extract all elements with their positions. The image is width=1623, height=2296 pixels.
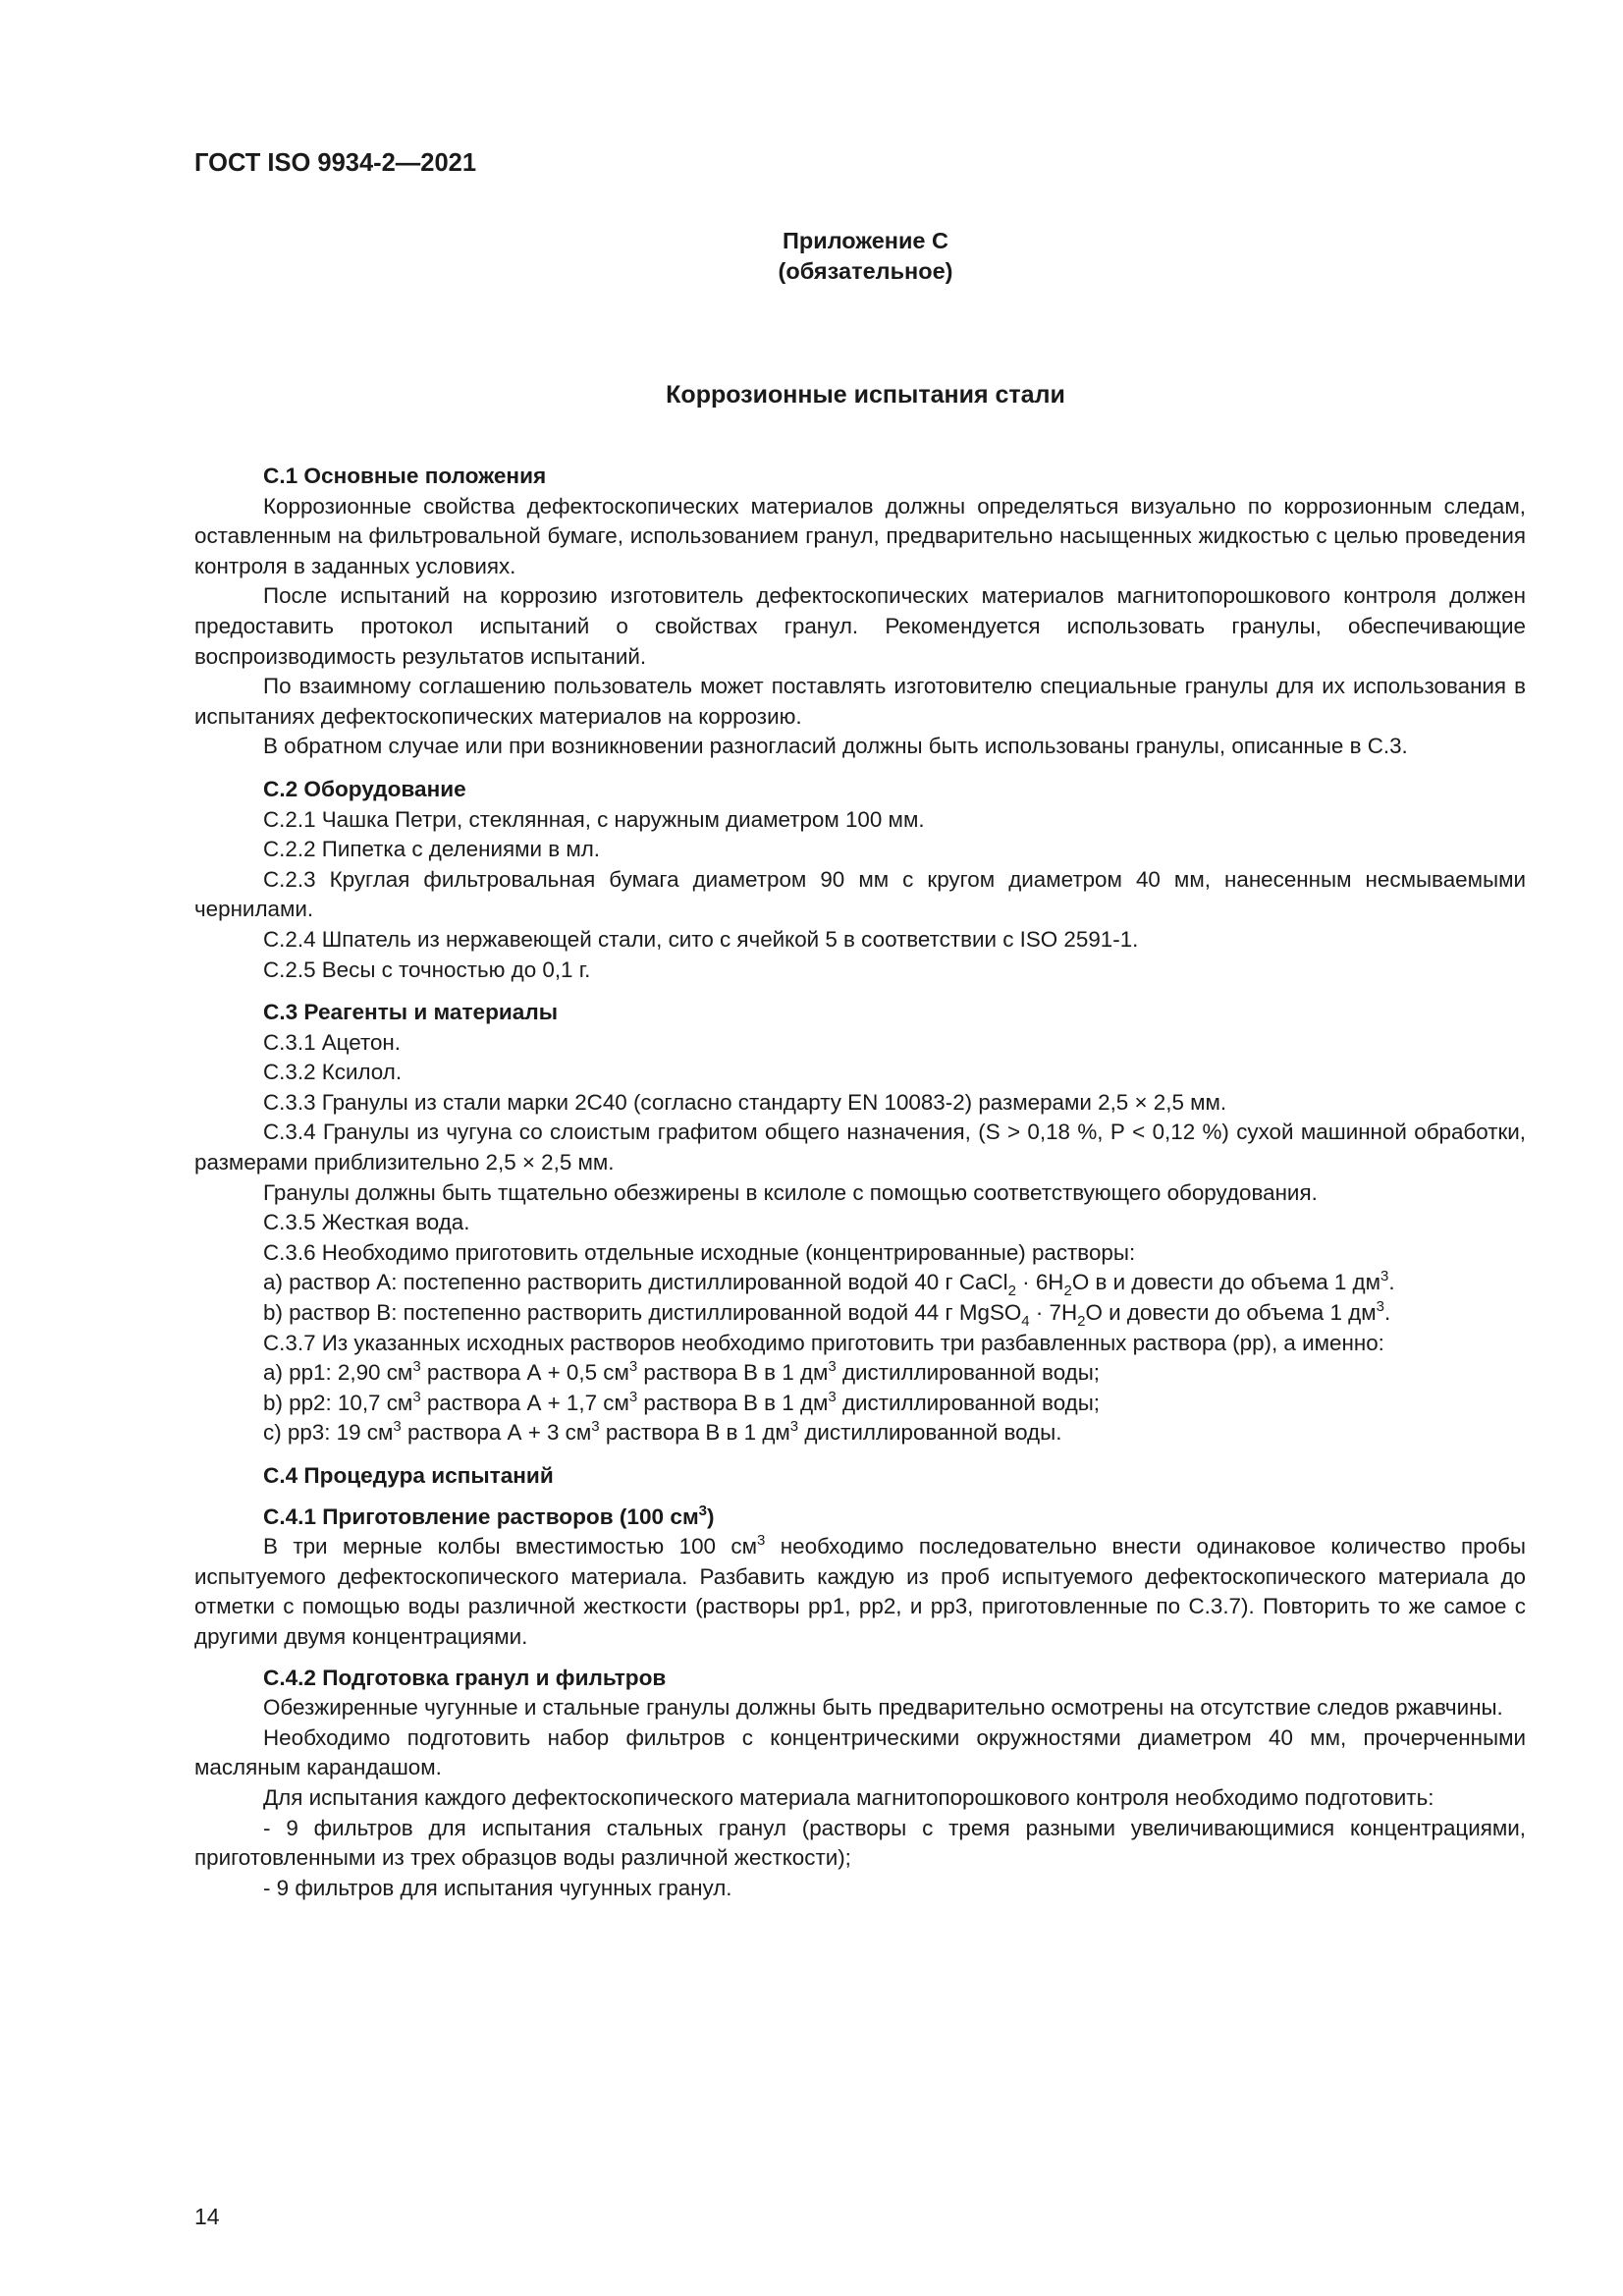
list-item: С.3.7 Из указанных исходных растворов необходимо приготовить три разбавленных раствора (рр), а именно: [263, 1330, 1384, 1355]
list-item: С.2.5 Весы с точностью до 0,1 г. [263, 957, 591, 982]
subscript: 2 [1007, 1283, 1016, 1300]
list-item: С.3.1 Ацетон. [263, 1029, 401, 1055]
paragraph: Для испытания каждого дефектоскопического материала магнитопорошкового контроля необходимо подготовить: [263, 1784, 1434, 1810]
heading-text: С.4.1 Приготовление растворов (100 см [263, 1503, 699, 1529]
superscript: 3 [1376, 1298, 1384, 1316]
superscript: 3 [828, 1358, 837, 1376]
dilution-pp2 [194, 1389, 1526, 1419]
superscript: 3 [757, 1532, 766, 1550]
text: а) рр1: 2,90 см [263, 1360, 413, 1386]
text: дистиллированной воды; [836, 1360, 1101, 1386]
section-heading-c3: С.3 Реагенты и материалы [263, 1000, 559, 1025]
document-body [194, 462, 1526, 1903]
subscript: 2 [1063, 1283, 1072, 1300]
formula-text: · 6H [1015, 1270, 1064, 1295]
list-item: С.3.2 Ксилол. [263, 1060, 403, 1085]
page-number: 14 [194, 2204, 220, 2229]
superscript: 3 [393, 1418, 402, 1436]
text: b) рр2: 10,7 см [263, 1390, 413, 1415]
section-heading-c4: С.4 Процедура испытаний [263, 1463, 554, 1488]
annex-status: (обязательное) [778, 258, 953, 284]
paragraph [194, 1532, 1526, 1652]
text: раствора А + 3 см [401, 1420, 592, 1446]
paragraph: В обратном случае или при возникновении разногласий должны быть использованы гранулы, описанные в С.3. [263, 734, 1408, 759]
list-item: С.2.1 Чашка Петри, стеклянная, с наружным диаметром 100 мм. [263, 806, 925, 832]
formula-text: O и довести до объема 1 дм [1085, 1300, 1377, 1326]
text: дистиллированной воды; [836, 1390, 1101, 1415]
superscript: 3 [789, 1418, 799, 1436]
paragraph: Обезжиренные чугунные и стальные гранулы должны быть предварительно осмотрены на отсутствие следов ржавчины. [263, 1695, 1503, 1721]
dash-list-item: - 9 фильтров для испытания чугунных гранул. [263, 1875, 732, 1900]
annex-title: Коррозионные испытания стали [666, 381, 1065, 409]
text: раствора В в 1 дм [599, 1420, 790, 1446]
formula-text: · 7H [1029, 1300, 1078, 1326]
superscript: 3 [412, 1358, 421, 1376]
subscript: 2 [1077, 1313, 1086, 1331]
superscript: 3 [628, 1388, 638, 1405]
formula-text: . [1388, 1270, 1395, 1295]
text: раствора А + 0,5 см [420, 1360, 629, 1386]
subscript: 4 [1021, 1313, 1030, 1331]
text: раствора В в 1 дм [637, 1390, 829, 1415]
superscript: 3 [828, 1388, 837, 1405]
list-item: С.2.2 Пипетка с делениями в мл. [263, 837, 601, 862]
heading-text: ) [707, 1503, 715, 1529]
paragraph: После испытаний на коррозию изготовитель дефектоскопических материалов магнитопорошкового контроля должен предоставить протокол испытаний о свойствах гранул. Рекомендуется использовать гранулы, обеспечивающие воспроизводимость результатов испытаний. [194, 583, 1526, 669]
list-item: С.3.4 Гранулы из чугуна со слоистым графитом общего назначения, (S > 0,18 %, Р < 0,12 %) сухой машинной обработки, размерами приблизительно 2,5 × 2,5 мм. [194, 1120, 1526, 1175]
solution-a [194, 1268, 1526, 1298]
text: необходимо последовательно внести одинаковое количество пробы испытуемого дефектоскопического материала. Разбавить каждую из проб испытуемого дефектоскопического материала до отметки с помощью воды различной жесткости (растворы рр1, рр2, и рр3, приготовленные по С.3.7). Повторить то же самое с другими двумя концентрациями. [194, 1534, 1526, 1649]
text: с) рр3: 19 см [263, 1420, 394, 1446]
paragraph: Необходимо подготовить набор фильтров с концентрическими окружностями диаметром 40 мм, прочерченными масляным карандашом. [194, 1724, 1526, 1780]
formula-text: b) раствор В: постепенно растворить дистиллированной водой 44 г MgSO [263, 1300, 1022, 1326]
section-heading-c2: С.2 Оборудование [263, 776, 466, 801]
formula-text: . [1383, 1300, 1391, 1326]
section-heading-c1: С.1 Основные положения [263, 464, 547, 488]
annex-label: Приложение С [783, 228, 948, 253]
paragraph: Гранулы должны быть тщательно обезжирены в ксилоле с помощью соответствующего оборудования. [263, 1179, 1318, 1205]
paragraph: Коррозионные свойства дефектоскопических материалов должны определяться визуально по коррозионным следам, оставленным на фильтровальной бумаге, использованием гранул, предварительно насыщенных жидкостью с целью проведения контроля в заданных условиях. [194, 493, 1526, 578]
superscript: 3 [628, 1358, 638, 1376]
superscript: 3 [698, 1502, 707, 1519]
annex-heading [0, 226, 1623, 287]
superscript: 3 [412, 1388, 421, 1405]
list-item: С.3.6 Необходимо приготовить отдельные исходные (концентрированные) растворы: [263, 1239, 1136, 1265]
formula-text: а) раствор А: постепенно растворить дистиллированной водой 40 г CaCl [263, 1270, 1008, 1295]
dilution-pp1 [194, 1358, 1526, 1389]
dilution-pp3 [194, 1418, 1526, 1449]
text: дистиллированной воды. [798, 1420, 1062, 1446]
solution-b [194, 1298, 1526, 1329]
list-item: С.3.3 Гранулы из стали марки 2С40 (согласно стандарту EN 10083-2) размерами 2,5 × 2,5 мм. [263, 1089, 1227, 1115]
list-item: С.2.4 Шпатель из нержавеющей стали, сито с ячейкой 5 в соответствии с ISO 2591-1. [263, 926, 1139, 952]
subsection-heading-c42: С.4.2 Подготовка гранул и фильтров [263, 1665, 667, 1690]
superscript: 3 [591, 1418, 600, 1436]
text: раствора А + 1,7 см [420, 1390, 629, 1415]
list-item: С.3.5 Жесткая вода. [263, 1210, 470, 1235]
text: В три мерные колбы вместимостью 100 см [263, 1534, 758, 1559]
list-item: С.2.3 Круглая фильтровальная бумага диаметром 90 мм с кругом диаметром 40 мм, нанесенным несмываемыми чернилами. [194, 866, 1526, 922]
paragraph: По взаимному соглашению пользователь может поставлять изготовителю специальные гранулы для их использования в испытаниях дефектоскопических материалов на коррозию. [194, 674, 1526, 729]
text: раствора В в 1 дм [637, 1360, 829, 1386]
subsection-heading-c41 [194, 1503, 1526, 1533]
dash-list-item: - 9 фильтров для испытания стальных гранул (растворы с тремя разными увеличивающимися концентрациями, приготовленными из трех образцов воды различной жесткости); [194, 1815, 1526, 1871]
document-code: ГОСТ ISO 9934-2—2021 [194, 149, 477, 177]
formula-text: O в и довести до объема 1 дм [1071, 1270, 1381, 1295]
superscript: 3 [1380, 1268, 1389, 1285]
